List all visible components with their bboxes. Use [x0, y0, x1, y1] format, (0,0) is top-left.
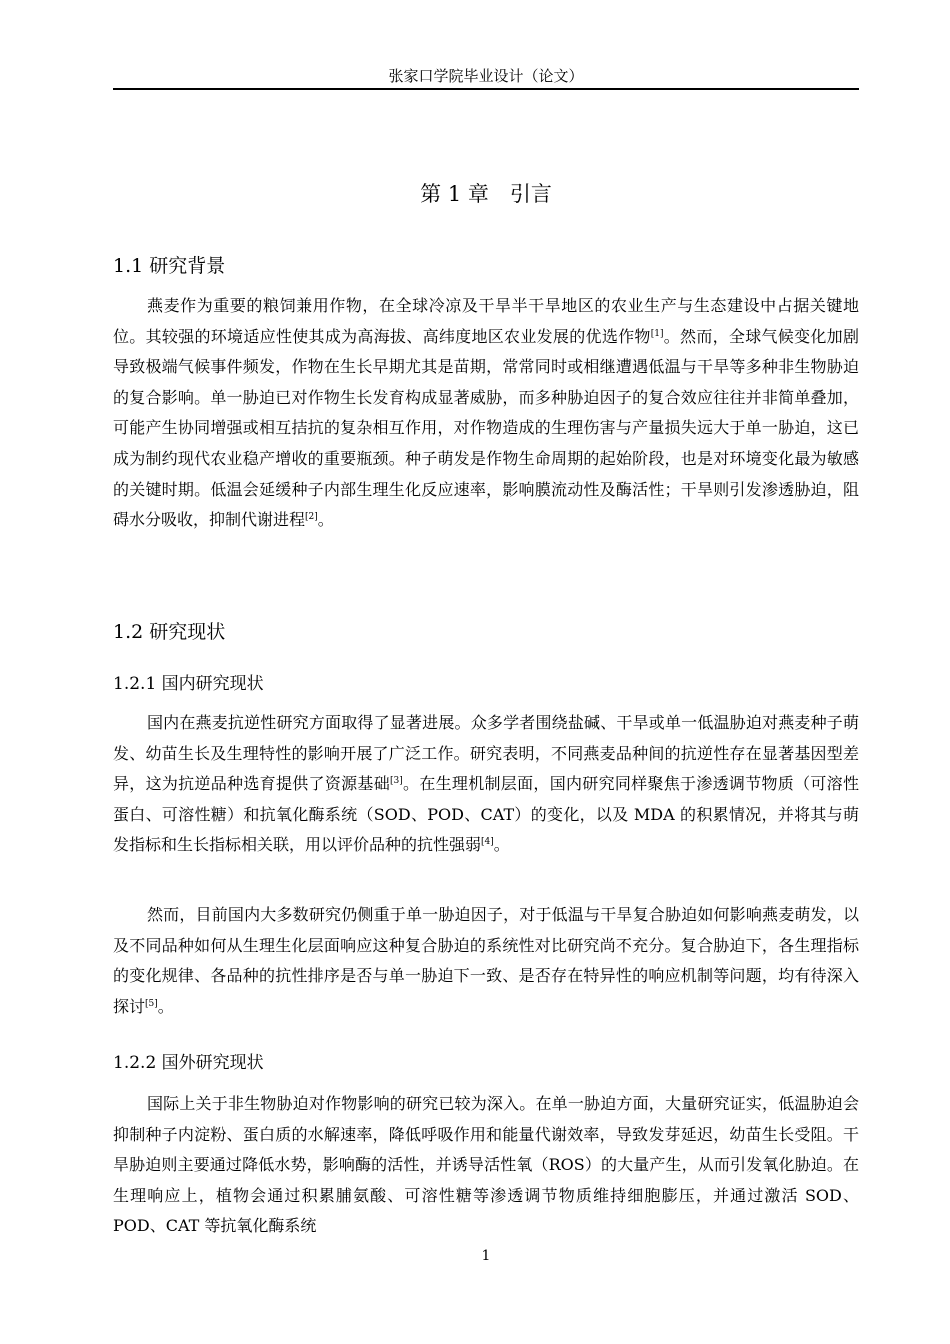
- citation-ref[interactable]: [3]: [390, 776, 403, 787]
- chapter-title: 第 1 章 引言: [420, 182, 552, 206]
- header-divider: [113, 88, 859, 90]
- paragraph-text: 。: [317, 510, 334, 530]
- paragraph-text: 。: [493, 835, 510, 855]
- paragraph-text: 。: [157, 996, 174, 1016]
- paragraph-text: 国内在燕麦抗逆性研究方面取得了显著进展。众多学者围绕盐碱、干旱或单一低温胁迫对燕麦种子萌发、幼苗生长及生理特性的影响开展了广泛工作。研究表明，不同燕麦品种间的抗逆性存在显著基因型差异，这为抗逆品种选育提供了资源基础: [113, 713, 859, 794]
- page-number: 1: [481, 1248, 491, 1264]
- paragraph-domestic-1: [113, 708, 859, 861]
- paragraph-text: 然而，目前国内大多数研究仍侧重于单一胁迫因子，对于低温与干旱复合胁迫如何影响燕麦萌发，以及不同品种如何从生理生化层面响应这种复合胁迫的系统性对比研究尚不充分。复合胁迫下，各生理指标的变化规律、各品种的抗性排序是否与单一胁迫下一致、是否存在特异性的响应机制等问题，均有待深入探讨: [113, 905, 859, 1016]
- subsection-heading-foreign: 1.2.2 国外研究现状: [113, 1053, 264, 1073]
- paragraph-background: [113, 291, 859, 536]
- section-heading-background: 1.1 研究背景: [113, 255, 226, 277]
- citation-ref[interactable]: [5]: [145, 998, 158, 1009]
- citation-ref[interactable]: [2]: [305, 512, 318, 523]
- paragraph-text: 燕麦作为重要的粮饲兼用作物，在全球冷凉及干旱半干旱地区的农业生产与生态建设中占据关键地位。其较强的环境适应性使其成为高海拔、高纬度地区农业发展的优选作物: [113, 296, 859, 346]
- paragraph-foreign-1: 国际上关于非生物胁迫对作物影响的研究已较为深入。在单一胁迫方面，大量研究证实，低温胁迫会抑制种子内淀粉、蛋白质的水解速率，降低呼吸作用和能量代谢效率，导致发芽延迟，幼苗生长受阻。干旱胁迫则主要通过降低水势，影响酶的活性，并诱导活性氧（ROS）的大量产生，从而引发氧化胁迫。在生理响应上，植物会通过积累脯氨酸、可溶性糖等渗透调节物质维持细胞膨压，并通过激活 SOD、POD、CAT 等抗氧化酶系统: [113, 1094, 859, 1236]
- citation-ref[interactable]: [1]: [650, 328, 664, 339]
- paragraph-text: 。在生理机制层面，国内研究同样聚焦于渗透调节物质（可溶性蛋白、可溶性糖）和抗氧化酶系统（SOD、POD、CAT）的变化，以及 MDA 的积累情况，并将其与萌发指标和生长指标相关联，用以评价品种的抗性强弱: [113, 774, 859, 855]
- paragraph-text: 。然而，全球气候变化加剧导致极端气候事件频发，作物在生长早期尤其是苗期，常常同时或相继遭遇低温与干旱等多种非生物胁迫的复合影响。单一胁迫已对作物生长发育构成显著威胁，而多种胁迫因子的复合效应往往并非简单叠加，可能产生协同增强或相互拮抗的复杂相互作用，对作物造成的生理伤害与产量损失远大于单一胁迫，这已成为制约现代农业稳产增收的重要瓶颈。种子萌发是作物生命周期的起始阶段，也是对环境变化最为敏感的关键时期。低温会延缓种子内部生理生化反应速率，影响膜流动性及酶活性；干旱则引发渗透胁迫，阻碍水分吸收，抑制代谢进程: [113, 326, 859, 530]
- section-heading-status: 1.2 研究现状: [113, 621, 226, 643]
- running-header: 张家口学院毕业设计（论文）: [388, 67, 584, 85]
- subsection-heading-domestic: 1.2.1 国内研究现状: [113, 674, 264, 694]
- paragraph-domestic-2: [113, 900, 859, 1022]
- citation-ref[interactable]: [4]: [481, 837, 494, 848]
